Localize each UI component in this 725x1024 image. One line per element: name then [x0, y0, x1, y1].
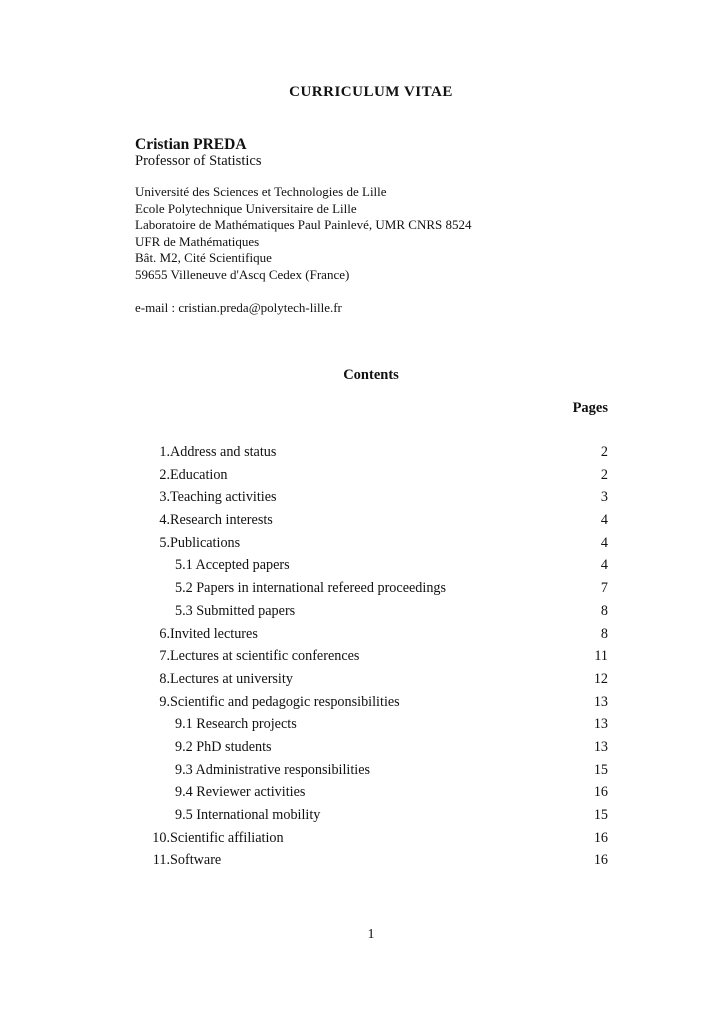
toc-entry [135, 600, 608, 623]
toc-entry-page: 16 [593, 852, 608, 869]
address-line: Bât. M2, Cité Scientifique [135, 250, 272, 266]
toc-entry-label: Scientific and pedagogic responsibilities [170, 693, 400, 710]
page-number: 1 [367, 927, 375, 942]
toc-entry-page: 7 [600, 580, 608, 597]
toc-entry [135, 736, 608, 759]
toc-entry-label: 9.5 International mobility [175, 807, 321, 823]
toc-entry [135, 532, 608, 555]
toc-entry [135, 827, 608, 850]
toc-entry [135, 441, 608, 464]
toc-entry-page: 16 [593, 784, 608, 801]
address-line: Ecole Polytechnique Universitaire de Lille [135, 200, 357, 216]
toc-entry [135, 759, 608, 782]
toc-entry-number: 7. [159, 648, 170, 665]
toc-entry-number: 9. [159, 693, 170, 710]
pages-column-label: Pages [572, 400, 608, 416]
author-name: Cristian PREDA [135, 136, 247, 153]
toc-entry [135, 645, 608, 668]
toc-entry-label: 5.3 Submitted papers [175, 602, 296, 619]
toc-entry-label: Scientific affiliation [170, 829, 284, 846]
toc-entry [135, 509, 608, 532]
document-title: CURRICULUM VITAE [289, 84, 453, 100]
toc-entry-number: 5. [159, 534, 170, 551]
toc-entry [135, 804, 608, 827]
toc-entry-label: Invited lectures [170, 625, 258, 642]
toc-entry-number: 10. [152, 829, 170, 846]
toc-entry-label: Lectures at scientific conferences [170, 648, 360, 665]
toc-entry-number: 3. [159, 489, 170, 506]
email-address: e-mail : cristian.preda@polytech-lille.fr [135, 300, 342, 315]
toc-entry-label: Address and status [170, 444, 277, 460]
address-line: Université des Sciences et Technologies de Lille [135, 184, 387, 199]
toc-entry [135, 486, 608, 509]
toc-entry-number: 1. [159, 444, 170, 460]
toc-entry-page: 15 [593, 807, 608, 823]
address-line: 59655 Villeneuve d'Ascq Cedex (France) [135, 266, 350, 282]
toc-entry-label: 5.2 Papers in international refereed proceedings [175, 580, 447, 597]
toc-entry-label: Teaching activities [170, 489, 277, 506]
address-line: UFR de Mathématiques [135, 233, 260, 249]
toc-entry [135, 691, 608, 714]
toc-entry-label: Education [170, 466, 228, 483]
toc-entry [135, 577, 608, 600]
toc-entry [135, 668, 608, 691]
author-position: Professor of Statistics [135, 153, 262, 169]
toc-entry-label: Publications [170, 534, 241, 551]
toc-entry [135, 849, 608, 872]
address-block [135, 184, 472, 284]
toc-entry-label: 9.3 Administrative responsibilities [175, 761, 371, 778]
toc-entry [135, 623, 608, 646]
address-line: Laboratoire de Mathématiques Paul Painlevé, UMR CNRS 8524 [135, 217, 472, 233]
toc-entry-page: 13 [593, 716, 608, 733]
toc-entry [135, 464, 608, 487]
toc-entry-label: 9.4 Reviewer activities [175, 784, 306, 801]
toc-entry-label: Software [170, 852, 222, 869]
toc-entry-page: 15 [593, 761, 608, 778]
toc-entry-page: 4 [600, 534, 608, 551]
toc-entry [135, 713, 608, 736]
toc-entry-number: 2. [159, 466, 170, 483]
toc-entry-label: 5.1 Accepted papers [175, 557, 290, 574]
toc-entry-page: 16 [593, 829, 608, 846]
toc-entry-number: 8. [159, 670, 170, 687]
toc-entry-number: 11. [152, 852, 170, 869]
toc-entry-page: 8 [600, 602, 608, 619]
toc-entry-label: 9.1 Research projects [175, 716, 297, 733]
toc-entry-page: 2 [600, 466, 608, 483]
toc-entry-page: 13 [593, 693, 608, 710]
table-of-contents [135, 441, 608, 872]
toc-entry-page: 2 [600, 444, 608, 460]
toc-entry [135, 781, 608, 804]
toc-entry-page: 8 [600, 625, 608, 642]
toc-entry-page: 12 [593, 670, 608, 687]
contents-heading: Contents [343, 367, 399, 383]
toc-entry-label: 9.2 PhD students [175, 738, 272, 755]
toc-entry [135, 554, 608, 577]
toc-entry-page: 3 [600, 489, 608, 506]
toc-entry-page: 4 [600, 557, 608, 574]
toc-entry-label: Research interests [170, 512, 273, 529]
toc-entry-label: Lectures at university [170, 670, 293, 687]
toc-entry-page: 11 [594, 648, 608, 665]
toc-entry-number: 6. [159, 625, 170, 642]
toc-entry-page: 4 [600, 512, 608, 529]
toc-entry-page: 13 [593, 738, 608, 755]
toc-entry-number: 4. [159, 512, 170, 529]
